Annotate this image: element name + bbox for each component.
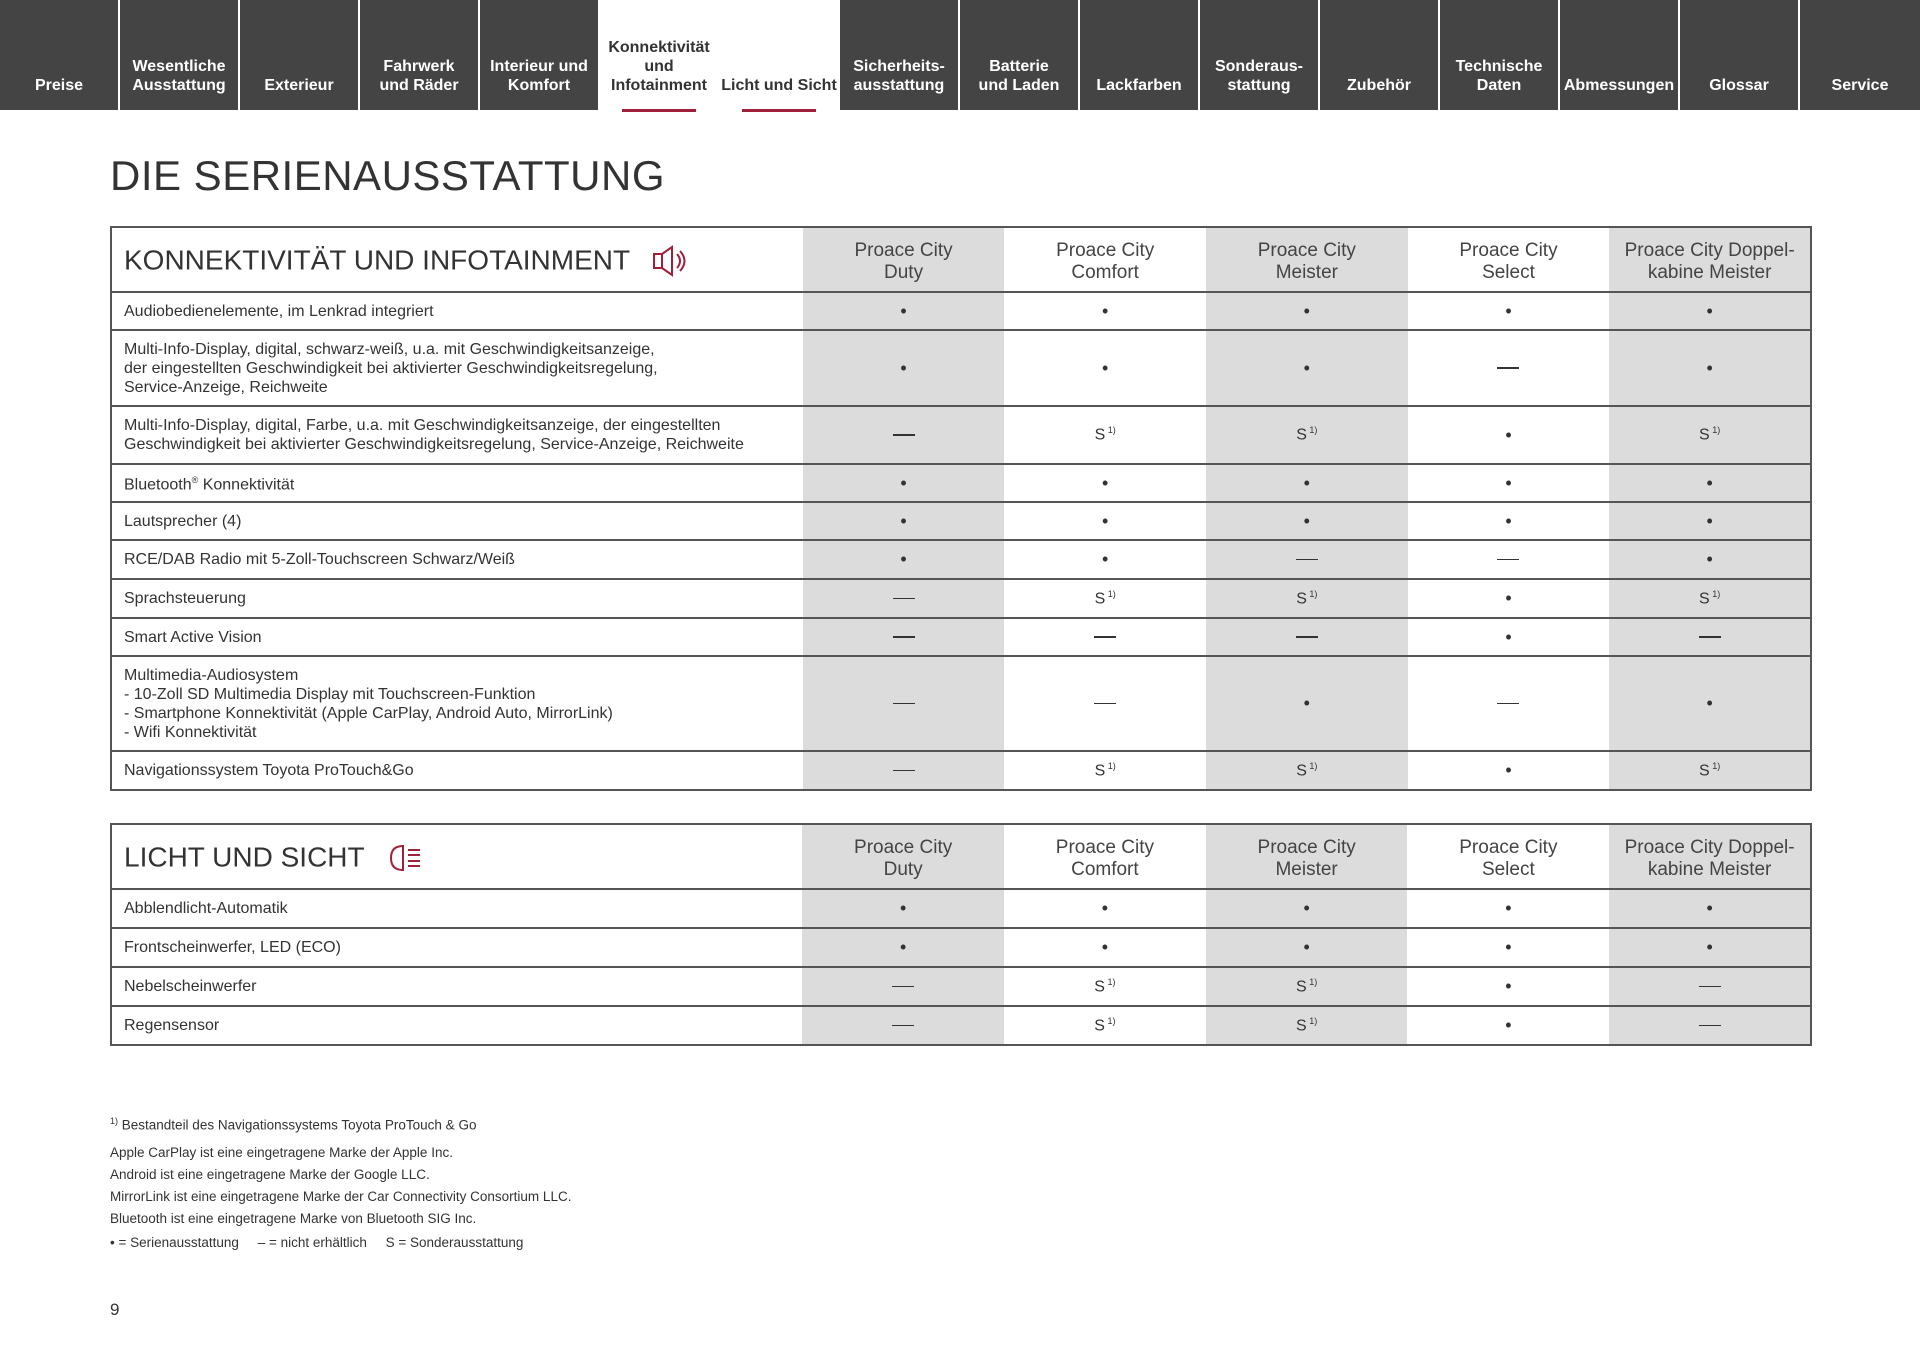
availability-cell: S $^{1)}$ xyxy=(1004,579,1206,618)
availability-cell xyxy=(803,751,1005,790)
feature-label: Frontscheinwerfer, LED (ECO) xyxy=(111,928,802,967)
model-header: Proace City Comfort xyxy=(1004,824,1206,889)
availability-cell: • xyxy=(1407,928,1609,967)
availability-cell xyxy=(802,1006,1004,1045)
availability-cell: S $^{1)}$ xyxy=(1609,579,1811,618)
equipment-table xyxy=(110,823,1812,1046)
tab-licht-und-sicht[interactable] xyxy=(720,0,840,110)
feature-label: Smart Active Vision xyxy=(111,618,803,656)
tab-zubehör[interactable] xyxy=(1320,0,1440,110)
availability-cell: • xyxy=(1408,502,1610,540)
model-header: Proace City Meister xyxy=(1206,227,1408,292)
availability-cell: • xyxy=(1408,406,1610,464)
model-header: Proace City Duty xyxy=(802,824,1004,889)
availability-cell: S $^{1)}$ xyxy=(1609,751,1811,790)
page-number: 9 xyxy=(110,1300,120,1319)
tab-service[interactable] xyxy=(1800,0,1920,110)
availability-cell: • xyxy=(1609,540,1811,579)
legend: • = Serienausstattung – = nicht erhältlich S = Sonderausstattung xyxy=(110,1235,524,1250)
model-header: Proace City Comfort xyxy=(1004,227,1206,292)
feature-label: Abblendlicht-Automatik xyxy=(111,889,802,928)
availability-cell xyxy=(1004,656,1206,751)
table-row xyxy=(111,540,1811,579)
table-row xyxy=(111,579,1811,618)
section-title: LICHT UND SICHT xyxy=(111,824,802,889)
chapter-nav xyxy=(0,0,1920,110)
tab-sonderaus-stattung[interactable] xyxy=(1200,0,1320,110)
availability-cell: • xyxy=(1609,464,1811,502)
availability-cell: • xyxy=(802,928,1004,967)
availability-cell: S $^{1)}$ xyxy=(1206,1006,1408,1045)
tab-label: Batterie und Laden xyxy=(978,58,1060,94)
availability-cell: • xyxy=(1206,889,1408,928)
availability-cell: • xyxy=(1004,540,1206,579)
availability-cell: S $^{1)}$ xyxy=(1206,406,1408,464)
table-row xyxy=(111,928,1811,967)
availability-cell xyxy=(1206,618,1408,656)
tab-label: Interieur und Komfort xyxy=(490,58,588,94)
availability-cell: • xyxy=(1407,967,1609,1006)
feature-label: Multi-Info-Display, digital, schwarz-weiß, u.a. mit Geschwindigkeitsanzeige, der eingestellten Geschwindigkeit bei aktivierter Geschwindigkeitsregelung, Service-Anzeige, Reichweite xyxy=(111,330,803,406)
table-row xyxy=(111,406,1811,464)
availability-cell xyxy=(1408,540,1610,579)
equipment-table xyxy=(110,226,1812,791)
availability-cell: • xyxy=(1609,928,1811,967)
tab-label: Sonderaus- stattung xyxy=(1214,58,1303,94)
feature-label: RCE/DAB Radio mit 5-Zoll-Touchscreen Schwarz/Weiß xyxy=(111,540,803,579)
tab-lackfarben[interactable] xyxy=(1080,0,1200,110)
tab-label: Exterieur xyxy=(264,77,334,94)
availability-cell: • xyxy=(1004,330,1206,406)
tab-batterie-und-laden[interactable] xyxy=(960,0,1080,110)
availability-cell: • xyxy=(1206,330,1408,406)
availability-cell: • xyxy=(802,889,1004,928)
tab-label: Glossar xyxy=(1709,77,1769,94)
tab-fahrwerk-und-räder[interactable] xyxy=(360,0,480,110)
availability-cell xyxy=(1408,656,1610,751)
feature-label: Bluetooth® Konnektivität xyxy=(111,464,803,502)
availability-cell: • xyxy=(803,540,1005,579)
table-row xyxy=(111,751,1811,790)
feature-label: Multi-Info-Display, digital, Farbe, u.a. mit Geschwindigkeitsanzeige, der eingestellten Geschwindigkeit bei aktivierter Geschwindigkeitsregelung, Service-Anzeige, Reichweite xyxy=(111,406,803,464)
availability-cell: • xyxy=(1408,464,1610,502)
trademark-note: Bluetooth ist eine eingetragene Marke von Bluetooth SIG Inc. xyxy=(110,1211,477,1226)
availability-cell: S $^{1)}$ xyxy=(1004,751,1206,790)
availability-cell xyxy=(1609,1006,1811,1045)
tab-preise[interactable] xyxy=(0,0,120,110)
availability-cell: S $^{1)}$ xyxy=(1004,406,1206,464)
availability-cell: • xyxy=(1408,579,1610,618)
page-title: DIE SERIENAUSSTATTUNG xyxy=(110,152,666,199)
model-header: Proace City Select xyxy=(1408,227,1610,292)
availability-cell: S $^{1)}$ xyxy=(1004,967,1206,1006)
availability-cell: • xyxy=(1206,292,1408,330)
tab-abmessungen[interactable] xyxy=(1560,0,1680,110)
tab-label: Preise xyxy=(34,77,84,94)
tab-label: Wesentliche Ausstattung xyxy=(132,58,226,94)
table-row xyxy=(111,1006,1811,1045)
tab-technische-daten[interactable] xyxy=(1440,0,1560,110)
availability-cell: • xyxy=(1609,889,1811,928)
availability-cell: S $^{1)}$ xyxy=(1206,751,1408,790)
availability-cell: • xyxy=(1609,656,1811,751)
tab-konnektivität-und-infotainment[interactable] xyxy=(600,0,720,110)
availability-cell: • xyxy=(803,330,1005,406)
availability-cell: S $^{1)}$ xyxy=(1206,579,1408,618)
availability-cell: • xyxy=(1609,502,1811,540)
tab-label: Service xyxy=(1831,77,1889,94)
tab-label: Sicherheits- ausstattung xyxy=(853,58,945,94)
availability-cell xyxy=(1206,540,1408,579)
trademark-note: Android ist eine eingetragene Marke der Google LLC. xyxy=(110,1167,430,1182)
tab-label: Fahrwerk und Räder xyxy=(379,58,459,94)
model-header: Proace City Duty xyxy=(803,227,1005,292)
tab-label: Lackfarben xyxy=(1096,77,1182,94)
availability-cell: • xyxy=(1004,928,1206,967)
tab-label: Abmessungen xyxy=(1563,77,1675,94)
footnote-1: $^{1)}$ Bestandteil des Navigationssystems Toyota ProTouch & Go xyxy=(110,1116,477,1133)
trademark-note: MirrorLink ist eine eingetragene Marke der Car Connectivity Consortium LLC. xyxy=(110,1189,572,1204)
section-title: KONNEKTIVITÄT UND INFOTAINMENT xyxy=(111,227,803,292)
tab-exterieur[interactable] xyxy=(240,0,360,110)
table-row xyxy=(111,889,1811,928)
availability-cell: • xyxy=(1609,330,1811,406)
availability-cell: • xyxy=(1407,1006,1609,1045)
availability-cell: • xyxy=(1408,618,1610,656)
feature-label: Lautsprecher (4) xyxy=(111,502,803,540)
availability-cell: • xyxy=(1408,751,1610,790)
availability-cell: • xyxy=(1004,464,1206,502)
table-row xyxy=(111,967,1811,1006)
availability-cell: • xyxy=(803,292,1005,330)
availability-cell: • xyxy=(1004,889,1206,928)
availability-cell: • xyxy=(1004,292,1206,330)
feature-label: Audiobedienelemente, im Lenkrad integriert xyxy=(111,292,803,330)
model-header: Proace City Select xyxy=(1407,824,1609,889)
trademark-note: Apple CarPlay ist eine eingetragene Marke der Apple Inc. xyxy=(110,1145,453,1160)
tab-glossar[interactable] xyxy=(1680,0,1800,110)
model-header: Proace City Doppel- kabine Meister xyxy=(1609,824,1811,889)
table-row xyxy=(111,292,1811,330)
model-header: Proace City Meister xyxy=(1206,824,1408,889)
feature-label: Sprachsteuerung xyxy=(111,579,803,618)
feature-label: Multimedia-Audiosystem - 10-Zoll SD Multimedia Display mit Touchscreen-Funktion - Smartphone Konnektivität (Apple CarPlay, Android Auto, MirrorLink) - Wifi Konnektivität xyxy=(111,656,803,751)
speaker-icon xyxy=(652,245,692,279)
availability-cell xyxy=(1609,618,1811,656)
availability-cell: • xyxy=(1206,656,1408,751)
tab-interieur-und-komfort[interactable] xyxy=(480,0,600,110)
headlight-icon xyxy=(387,843,423,875)
tab-label: Licht und Sicht xyxy=(721,77,837,94)
tab-label: Zubehör xyxy=(1347,77,1411,94)
feature-label: Nebelscheinwerfer xyxy=(111,967,802,1006)
availability-cell: • xyxy=(1004,502,1206,540)
availability-cell xyxy=(803,406,1005,464)
availability-cell xyxy=(803,618,1005,656)
table-row xyxy=(111,502,1811,540)
availability-cell: • xyxy=(803,502,1005,540)
availability-cell: • xyxy=(803,464,1005,502)
availability-cell: • xyxy=(1206,502,1408,540)
feature-label: Regensensor xyxy=(111,1006,802,1045)
tab-label: Konnektivität und Infotainment xyxy=(608,39,710,94)
availability-cell xyxy=(802,967,1004,1006)
availability-cell: • xyxy=(1408,292,1610,330)
availability-cell xyxy=(1609,967,1811,1006)
availability-cell xyxy=(803,656,1005,751)
availability-cell: • xyxy=(1609,292,1811,330)
table-row xyxy=(111,330,1811,406)
availability-cell: • xyxy=(1407,889,1609,928)
availability-cell: S $^{1)}$ xyxy=(1609,406,1811,464)
availability-cell xyxy=(803,579,1005,618)
tab-wesentliche-ausstattung[interactable] xyxy=(120,0,240,110)
table-row xyxy=(111,464,1811,502)
availability-cell: S $^{1)}$ xyxy=(1004,1006,1206,1045)
feature-label: Navigationssystem Toyota ProTouch&Go xyxy=(111,751,803,790)
availability-cell xyxy=(1408,330,1610,406)
availability-cell: • xyxy=(1206,464,1408,502)
tab-label: Technische Daten xyxy=(1455,58,1543,94)
model-header: Proace City Doppel- kabine Meister xyxy=(1609,227,1811,292)
availability-cell xyxy=(1004,618,1206,656)
tab-sicherheits-ausstattung[interactable] xyxy=(840,0,960,110)
table-row xyxy=(111,656,1811,751)
table-row xyxy=(111,618,1811,656)
availability-cell: S $^{1)}$ xyxy=(1206,967,1408,1006)
availability-cell: • xyxy=(1206,928,1408,967)
